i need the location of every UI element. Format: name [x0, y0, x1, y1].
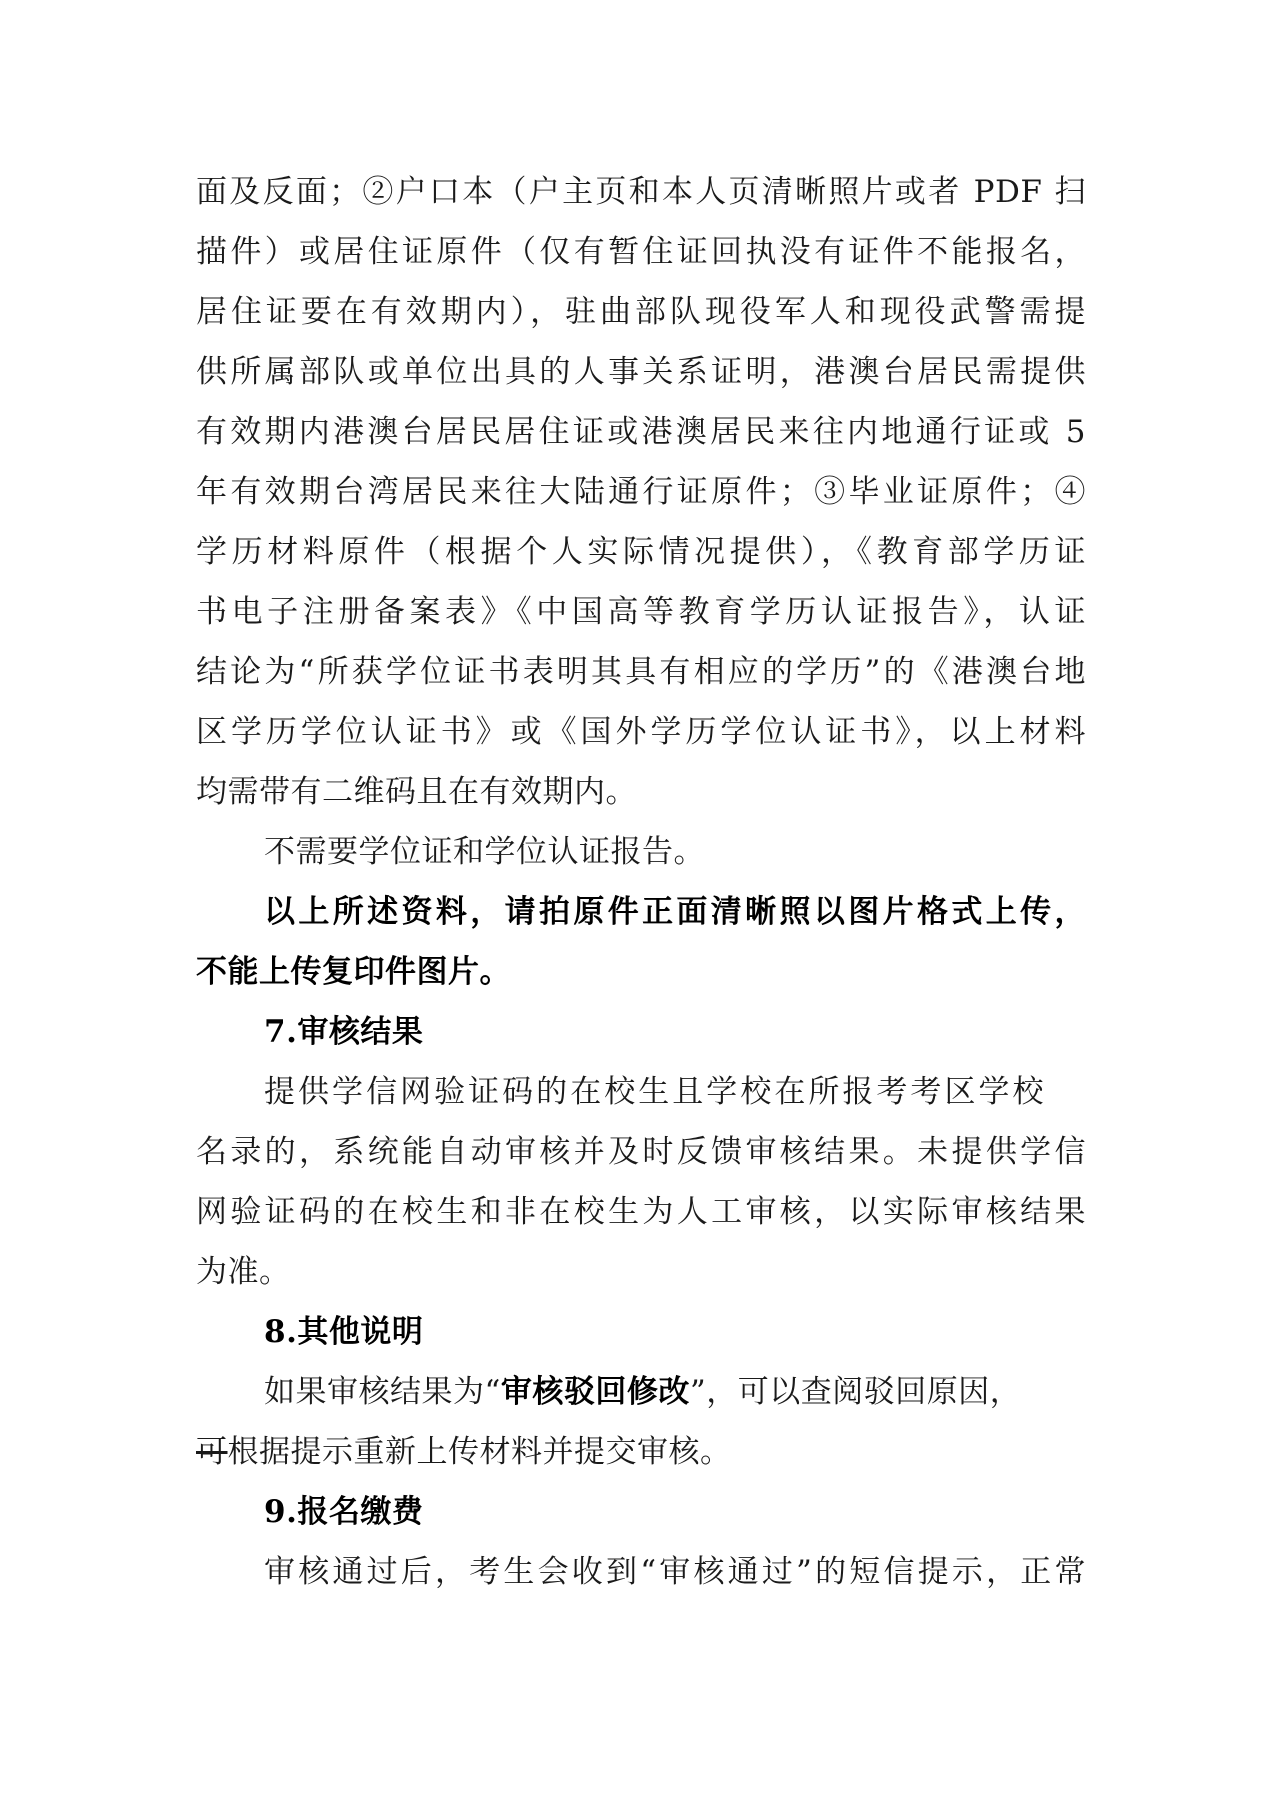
body-line: 学历材料原件（根据个人实际情况提供），《教育部学历证	[196, 534, 1086, 570]
section-heading: 7.审核结果	[264, 1014, 424, 1050]
body-line: 描件）或居住证原件（仅有暂住证回执没有证件不能报名，	[196, 234, 1086, 270]
body-line: 有效期内港澳台居民居住证或港澳居民来往内地通行证或 5	[196, 414, 1086, 450]
body-line: 网验证码的在校生和非在校生为人工审核，以实际审核结果	[196, 1194, 1086, 1230]
body-line: 书电子注册备案表》《中国高等教育学历认证报告》，认证	[196, 594, 1086, 630]
body-line: 面及反面；②户口本（户主页和本人页清晰照片或者 PDF 扫	[196, 174, 1086, 210]
text-run: 如果审核结果为“	[264, 1374, 501, 1410]
body-line: 供所属部队或单位出具的人事关系证明，港澳台居民需提供	[196, 354, 1086, 390]
body-line	[196, 1432, 1086, 1472]
body-line: 审核通过后，考生会收到“审核通过”的短信提示，正常	[264, 1554, 1086, 1590]
bold-phrase: 审核驳回修改	[500, 1374, 690, 1410]
note-paragraph: 不需要学位证和学位认证报告。	[264, 834, 705, 870]
body-line: 名录的，系统能自动审核并及时反馈审核结果。未提供学信	[196, 1134, 1086, 1170]
body-line: 提供学信网验证码的在校生且学校在所报考考区学校	[264, 1074, 1044, 1110]
text-run: 根据提示重新上传材料并提交审核。	[227, 1434, 732, 1470]
body-line: 年有效期台湾居民来往大陆通行证原件；③毕业证原件；④	[196, 474, 1086, 510]
bold-instruction-line: 不能上传复印件图片。	[196, 954, 511, 990]
struck-character: 可	[196, 1434, 228, 1470]
body-line: 均需带有二维码且在有效期内。	[196, 774, 637, 810]
body-line: 结论为“所获学位证书表明其具有相应的学历”的《港澳台地	[196, 654, 1086, 690]
bold-instruction-line: 以上所述资料，请拍原件正面清晰照以图片格式上传，	[264, 894, 1086, 930]
section-heading: 8.其他说明	[264, 1314, 424, 1350]
body-line: 为准。	[196, 1254, 291, 1290]
text-run: ”，可以查阅驳回原因，	[689, 1374, 1022, 1410]
body-line: 居住证要在有效期内），驻曲部队现役军人和现役武警需提	[196, 294, 1086, 330]
body-line	[264, 1372, 1086, 1412]
body-line: 区学历学位认证书》或《国外学历学位认证书》，以上材料	[196, 714, 1086, 750]
section-heading: 9.报名缴费	[264, 1494, 424, 1530]
